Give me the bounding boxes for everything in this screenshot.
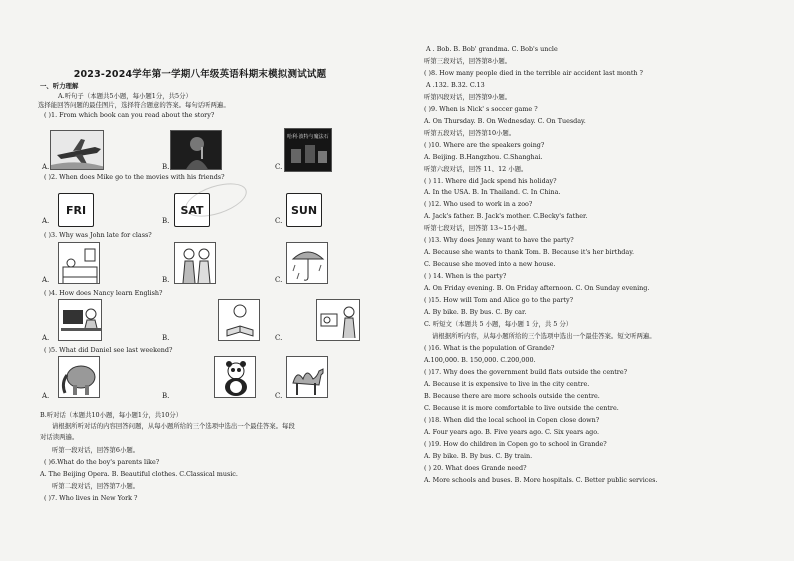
q1-picture-c (284, 128, 332, 172)
q5-option-b-label: B. (162, 392, 170, 400)
q5-option-c-label: C. (275, 392, 283, 400)
question-18-options: A. Four years ago. B. Five years ago. C. Six years ago. (424, 428, 600, 436)
camel-icon (287, 357, 328, 398)
section-a-heading: A.听句子（本题共5小题，每小题1分，共5分） (58, 92, 192, 100)
q2-option-a-label: A. (42, 217, 50, 225)
section-c-heading: C. 听短文（本题共 5 小题，每小题 1 分，共 5 分） (424, 320, 573, 328)
book-cover-icon (285, 129, 332, 172)
section-listening: 一、听力理解 (40, 82, 79, 90)
question-14: ( ) 14. When is the party? (424, 272, 507, 280)
question-17-option-c: C. Because it is more comfortable to live outside the centre. (424, 404, 619, 412)
q5-picture-c (286, 356, 328, 398)
elephant-icon (59, 357, 100, 398)
question-13-option-c: C. Because she moved into a new house. (424, 260, 556, 268)
section-c-instruction: 请根据所听内容，从每小题所给的三个选项中选出一个最佳答案。短文听两遍。 (432, 332, 656, 340)
dialogue-6-note: 听第六段对话，回答 11、12 小题。 (424, 165, 528, 173)
question-18: ( )18. When did the local school in Copen close down? (424, 416, 600, 424)
q1-picture-a (50, 130, 104, 170)
question-8-options: A .132. B.32. C.13 (426, 81, 485, 89)
q4-picture-a (58, 299, 102, 341)
q5-option-a-label: A. (42, 392, 50, 400)
book-c-title: 哈利·波特与魔法石 (287, 134, 329, 140)
day-sat: SAT (180, 204, 204, 217)
q5-picture-b (214, 356, 256, 398)
q3-picture-a (58, 242, 100, 284)
dialogue-3-note: 听第三段对话，回答第8小题。 (424, 57, 512, 65)
computer-study-icon (59, 300, 102, 341)
question-10-options: A. Beijing. B.Hangzhou. C.Shanghai. (424, 153, 543, 161)
question-9: ( )9. When is Nick' s soccer game ? (424, 105, 538, 113)
question-5: ( )5. What did Daniel see last weekend? (44, 346, 173, 354)
calendar-fri (58, 193, 94, 227)
question-15-options: A. By bike. B. By bus. C. By car. (424, 308, 527, 316)
dialogue-1-note: 听第一段对话，回答第6小题。 (52, 446, 140, 454)
question-13-options-ab: A. Because she wants to thank Tom. B. Because it's her birthday. (424, 248, 634, 256)
dialogue-2-note: 听第二段对话，回答第7小题。 (52, 482, 140, 490)
dialogue-5-note: 听第五段对话，回答第10小题。 (424, 129, 516, 137)
q2-option-c-label: C. (275, 217, 283, 225)
question-20: ( ) 20. What does Grande need? (424, 464, 527, 472)
q1-option-c-label: C. (275, 163, 283, 171)
section-b-heading: B.听对话（本题共10小题，每小题1分，共10分） (40, 411, 183, 419)
question-13: ( )13. Why does Jenny want to have the party? (424, 236, 574, 244)
q4-option-b-label: B. (162, 334, 170, 342)
day-fri: FRI (65, 204, 87, 217)
airplane-icon (51, 131, 104, 170)
q4-picture-b (218, 299, 260, 341)
q4-option-a-label: A. (42, 334, 50, 342)
q3-picture-c (286, 242, 328, 284)
q3-option-a-label: A. (42, 276, 50, 284)
q3-picture-b (174, 242, 216, 284)
q4-picture-c (316, 299, 360, 341)
question-1: ( )1. From which book can you read about the story? (44, 111, 215, 119)
q1-picture-b (170, 130, 222, 170)
question-16: ( )16. What is the population of Grande? (424, 344, 555, 352)
question-15: ( )15. How will Tom and Alice go to the party? (424, 296, 574, 304)
rain-umbrella-icon (287, 243, 328, 284)
q5-picture-a (58, 356, 100, 398)
q3-option-c-label: C. (275, 276, 283, 284)
q2-option-b-label: B. (162, 217, 170, 225)
question-6: ( )6.What do the boy's parents like? (44, 458, 160, 466)
q1-option-a-label: A. (42, 163, 50, 171)
question-19-options: A. By bike. B. By bus. C. By train. (424, 452, 533, 460)
question-8: ( )8. How many people died in the terrible air accident last month ? (424, 69, 643, 77)
question-10: ( )10. Where are the speakers going? (424, 141, 545, 149)
section-b-instruction-1: 请根据所听对话的内容回答问题，从每小题所给的三个选项中选出一个最佳答案。每段 (52, 422, 295, 430)
question-9-options: A. On Thursday. B. On Wednesday. C. On Tuesday. (424, 117, 586, 125)
question-11: ( ) 11. Where did Jack spend his holiday? (424, 177, 557, 185)
question-16-options: A.100,000. B. 150,000. C.200,000. (424, 356, 536, 364)
question-12-options: A. Jack's father. B. Jack's mother. C.Becky's father. (424, 212, 588, 220)
q4-option-c-label: C. (275, 334, 283, 342)
question-7: ( )7. Who lives in New York ? (44, 494, 138, 502)
question-11-options: A. In the USA. B. In Thailand. C. In China. (424, 188, 561, 196)
bed-sleeping-icon (59, 243, 100, 284)
radio-listening-icon (317, 300, 360, 341)
section-b-instruction-2: 对话读两遍。 (40, 433, 79, 441)
day-sun: SUN (290, 204, 318, 217)
question-14-options: A. On Friday evening. B. On Friday afternoon. C. On Sunday evening. (424, 284, 650, 292)
page-title: 2023-2024学年第一学期八年级英语科期末模拟测试试题 (73, 69, 327, 80)
question-20-options: A. More schools and buses. B. More hospitals. C. Better public services. (424, 476, 658, 484)
singer-icon (171, 131, 222, 170)
panda-icon (215, 357, 256, 398)
q1-option-b-label: B. (162, 163, 170, 171)
question-7-options: A . Bob. B. Bob' grandma. C. Bob's uncle (426, 45, 558, 53)
question-4: ( )4. How does Nancy learn English? (44, 289, 163, 297)
q3-option-b-label: B. (162, 276, 170, 284)
dialogue-7-note: 听第七段对话，回答第 13~15小题。 (424, 224, 531, 232)
question-19: ( )19. How do children in Copen go to school in Grande? (424, 440, 607, 448)
reading-book-icon (219, 300, 260, 341)
question-2: ( )2. When does Mike go to the movies with his friends? (44, 173, 225, 181)
two-people-icon (175, 243, 216, 284)
section-a-instruction: 选择能回答问题的最佳图片，选择符合题意的答案。每句话听两遍。 (38, 101, 230, 109)
question-17: ( )17. Why does the government build flats outside the centre? (424, 368, 628, 376)
calendar-sun (286, 193, 322, 227)
question-17-option-a: A. Because it is expensive to live in the city centre. (424, 380, 590, 388)
question-12: ( )12. Who used to work in a zoo? (424, 200, 533, 208)
question-17-option-b: B. Because there are more schools outside the centre. (424, 392, 600, 400)
question-3: ( )3. Why was John late for class? (44, 231, 152, 239)
question-6-options: A. The Beijing Opera. B. Beautiful clothes. C.Classical music. (40, 470, 238, 478)
dialogue-4-note: 听第四段对话，回答第9小题。 (424, 93, 512, 101)
